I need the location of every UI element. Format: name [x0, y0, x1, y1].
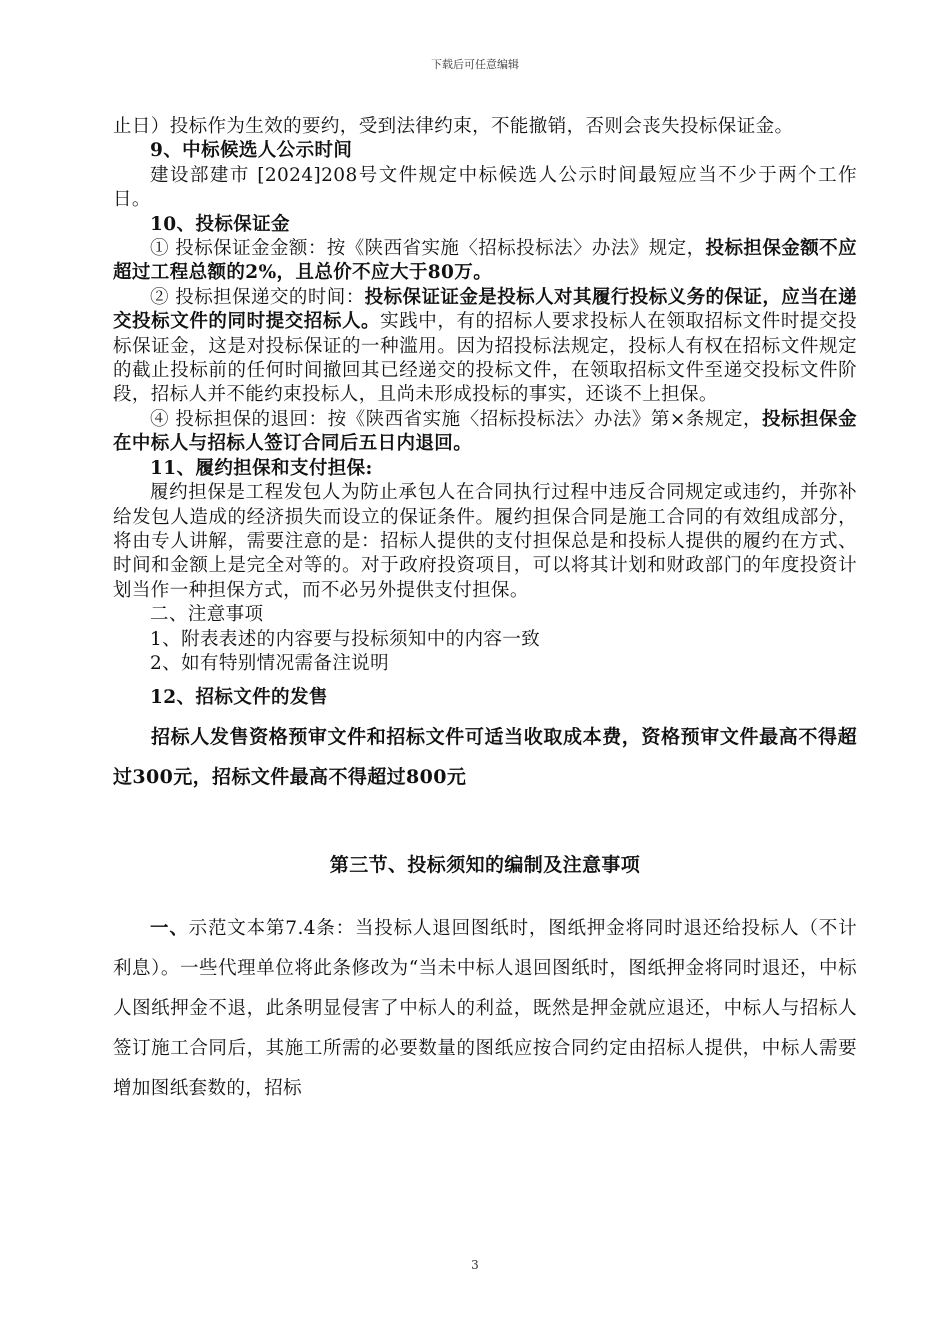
heading-9: 9、中标候选人公示时间 [150, 140, 353, 162]
paragraph-10b [113, 286, 857, 408]
paragraph-10c [113, 408, 857, 457]
paragraph-10a-bold: 投标担保金额不应超过工程总额的2%，且总价不应大于80万。 [113, 238, 857, 284]
heading-12: 12、招标文件的发售 [150, 687, 328, 709]
paragraph-9: 建设部建市 [2024]208号文件规定中标候选人公示时间最短应当不少于两个工作日。 [113, 164, 857, 211]
paragraph-10a-text: ① 投标保证金金额：按《陕西省实施〈招标投标法〉办法》规定， [150, 238, 706, 260]
paragraph-10b-text-2: 实践中，有的招标人要求投标人在领取招标文件时提交投标保证金，这是对投标保证的一种滥用。因为招投标法规定，投标人有权在招标文件规定的截止投标前的任何时间撤回其已经递交的投标文件，在领取招标文件至递交投标文件阶段，招标人并不能约束投标人，且尚未形成投标的事实，还谈不上担保。 [113, 311, 857, 406]
note-2: 2、如有特别情况需备注说明 [150, 652, 389, 674]
note-1: 1、附表表述的内容要与投标须知中的内容一致 [150, 628, 541, 650]
header-note: 下载后可任意编辑 [431, 58, 519, 71]
section-3-title: 第三节、投标须知的编制及注意事项 [329, 853, 641, 876]
page-number: 3 [471, 1258, 479, 1272]
document-body [113, 115, 857, 1109]
paragraph-10c-text: ④ 投标担保的退回：按《陕西省实施〈招标投标法〉办法》第×条规定， [150, 408, 762, 430]
paragraph-10b-bold: 投标保证证金是投标人对其履行投标义务的保证，应当在递交投标文件的同时提交招标人。 [113, 286, 857, 333]
paragraph-continued: 止日）投标作为生效的要约，受到法律约束，不能撤销，否则会丧失投标保证金。 [113, 116, 794, 137]
paragraph-12: 招标人发售资格预审文件和招标文件可适当收取成本费，资格预审文件最高不得超过300元，招标文件最高不得超过800元 [113, 725, 857, 788]
section-3-paragraph-1 [113, 909, 857, 1109]
notes-heading: 二、注意事项 [150, 604, 264, 626]
section-3-lead: 一、 [150, 918, 189, 940]
heading-10: 10、投标保证金 [150, 213, 290, 235]
paragraph-11: 履约担保是工程发包人为防止承包人在合同执行过程中违反合同规定或违约，并弥补给发包人造成的经济损失而设立的保证条件。履约担保合同是施工合同的有效组成部分，将由专人讲解，需要注意的是：招标人提供的支付担保总是和投标人提供的履约在方式、时间和金额上是完全对等的。对于政府投资项目，可以将其计划和财政部门的年度投资计划当作一种担保方式，而不必另外提供支付担保。 [113, 482, 857, 601]
paragraph-10a [113, 237, 857, 286]
paragraph-10c-bold: 投标担保金在中标人与招标人签订合同后五日内退回。 [113, 408, 857, 455]
section-3-paragraph-1-text: 示范文本第7.4条：当投标人退回图纸时，图纸押金将同时退还给投标人（不计利息）。一些代理单位将此条修改为“当未中标人退回图纸时，图纸押金将同时退还，中标人图纸押金不退，此条明显侵害了中标人的利益，既然是押金就应退还，中标人与招标人签订施工合同后，其施工所需的必要数量的图纸应按合同约定由招标人提供，中标人需要增加图纸套数的，招标 [113, 918, 857, 1100]
paragraph-10b-text: ② 投标担保递交的时间： [150, 286, 365, 308]
heading-11: 11、履约担保和支付担保: [150, 457, 373, 479]
